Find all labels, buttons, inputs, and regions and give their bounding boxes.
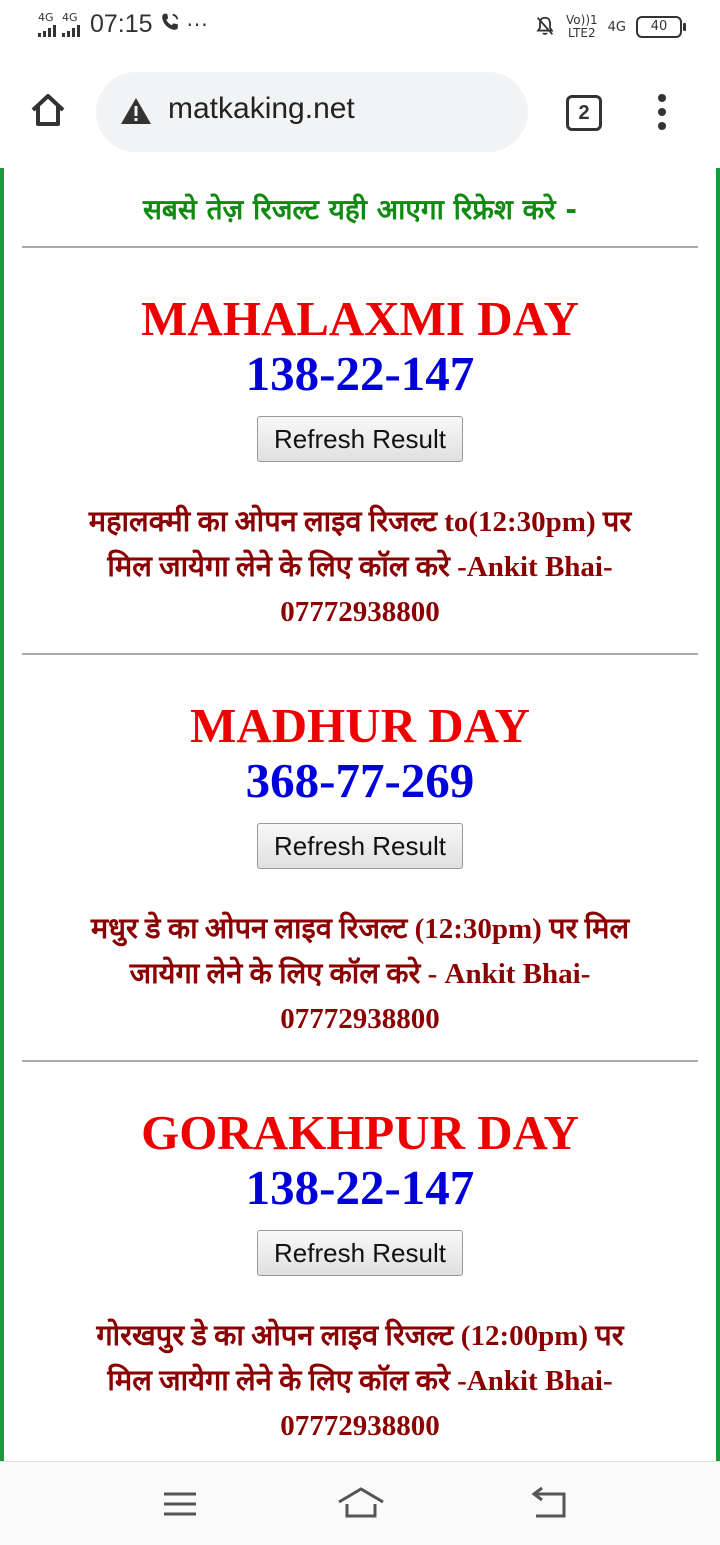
signal-bars-icon <box>38 25 56 37</box>
battery-icon: 40 <box>636 16 682 38</box>
signal-1 <box>38 10 56 37</box>
game-result: 368-77-269 <box>245 753 475 808</box>
back-icon[interactable] <box>528 1484 568 1524</box>
signal-2 <box>62 10 80 37</box>
game-title: MADHUR DAY <box>190 698 530 753</box>
game-block-gorakhpur <box>4 1106 716 1449</box>
signal-bars-icon <box>62 25 80 37</box>
more-notifications-icon: ··· <box>186 12 209 37</box>
phone-number[interactable]: 07772938800 <box>280 1410 440 1442</box>
game-info: महालक्मी का ओपन लाइव रिजल्ट to(12:30pm) पर मिल जायेगा लेने के लिए कॉल करे -Ankit Bhai- 07772938800 <box>30 500 690 635</box>
home-icon[interactable] <box>28 90 68 130</box>
network-type-1: 4G <box>38 10 54 24</box>
refresh-result-button[interactable]: Refresh Result <box>257 1230 463 1276</box>
divider <box>22 246 698 248</box>
refresh-result-button[interactable]: Refresh Result <box>257 416 463 462</box>
url-text[interactable]: matkaking.net <box>168 92 355 125</box>
mute-icon <box>534 15 556 40</box>
network-type-3: 4G <box>607 19 626 35</box>
refresh-banner: सबसे तेज़ रिजल्ट यही आएगा रिफ्रेश करे - <box>142 193 577 226</box>
address-bar[interactable] <box>96 72 528 152</box>
overflow-menu-icon[interactable] <box>656 94 668 130</box>
tab-switcher-button[interactable]: 2 <box>566 95 602 131</box>
refresh-result-button[interactable]: Refresh Result <box>257 823 463 869</box>
game-result: 138-22-147 <box>245 346 475 401</box>
clock: 07:15 <box>90 10 153 38</box>
divider <box>22 1060 698 1062</box>
recent-apps-icon[interactable] <box>160 1484 200 1524</box>
game-block-madhur <box>4 699 716 1042</box>
phone-call-icon <box>159 11 181 38</box>
game-info: गोरखपुर डे का ओपन लाइव रिजल्ट (12:00pm) पर मिल जायेगा लेने के लिए कॉल करे -Ankit Bhai- 07772938800 <box>30 1314 690 1449</box>
volte-indicator: Vo))1 LTE2 <box>566 13 598 40</box>
network-type-2: 4G <box>62 10 78 24</box>
phone-number[interactable]: 07772938800 <box>280 596 440 628</box>
divider <box>22 653 698 655</box>
system-navigation-bar <box>0 1461 720 1545</box>
phone-number[interactable]: 07772938800 <box>280 1003 440 1035</box>
game-info: मधुर डे का ओपन लाइव रिजल्ट (12:30pm) पर मिल जायेगा लेने के लिए कॉल करे - Ankit Bhai- 07772938800 <box>30 907 690 1042</box>
game-result: 138-22-147 <box>245 1160 475 1215</box>
page-content <box>0 168 720 1461</box>
game-title: GORAKHPUR DAY <box>141 1105 579 1160</box>
warning-icon[interactable] <box>120 96 152 126</box>
game-title: MAHALAXMI DAY <box>141 291 579 346</box>
status-bar <box>0 0 720 56</box>
home-nav-icon[interactable] <box>336 1484 386 1524</box>
game-block-mahalaxmi <box>4 292 716 635</box>
browser-toolbar <box>0 56 720 168</box>
